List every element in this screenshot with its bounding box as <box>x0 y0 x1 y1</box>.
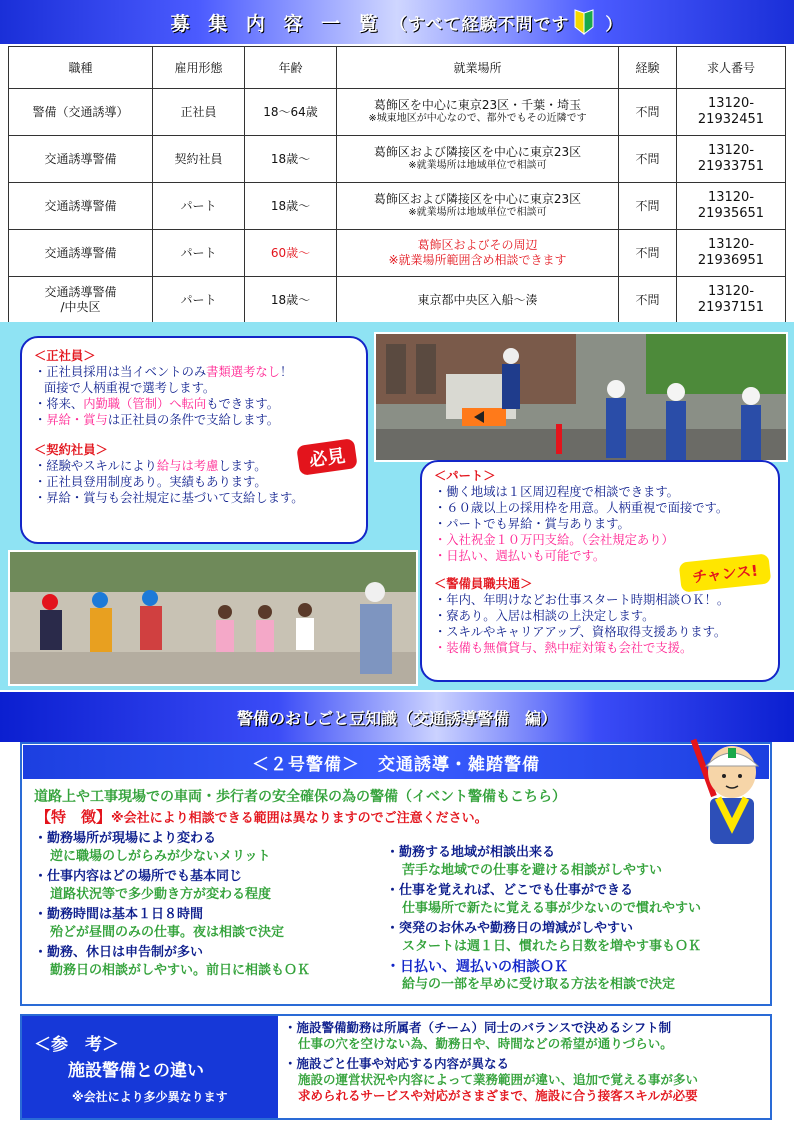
benefits-section <box>0 322 794 690</box>
col-type: 雇用形態 <box>153 47 245 89</box>
table-row <box>9 230 786 277</box>
reference-details <box>284 1020 698 1104</box>
contract-heading: ＜契約社員＞ <box>34 443 108 457</box>
cell-job: 交通誘導警備 /中央区 <box>9 277 153 324</box>
exercise-photo-image <box>10 552 418 686</box>
part-heading: ＜パート＞ <box>434 469 496 483</box>
guards-photo-image <box>376 334 788 462</box>
cell-exp: 不問 <box>619 277 677 324</box>
reference-b1: ・施設警備勤務は所属者（チーム）同士のバランスで決めるシフト制 <box>284 1020 672 1035</box>
trivia-feature: 【特 徴】※会社により相談できる範囲は異なりますのでご注意ください。 <box>36 808 488 826</box>
cell-job: 警備（交通誘導） <box>9 89 153 136</box>
col-age: 年齢 <box>245 47 337 89</box>
left-item-2-desc: 道路状況等で多少動き方が変わる程度 <box>50 887 272 902</box>
right-item-3-desc: スタートは週１日、慣れたら日数を増やす事もＯＫ <box>402 939 702 954</box>
trivia-title: 警備のおしごと豆知識（交通誘導警備 編） <box>236 708 557 728</box>
common-line-2: ・寮あり。入居は相談の上決定します。 <box>434 609 655 623</box>
reference-b2-desc-1: 施設の運営状況や内容によって業務範囲が違い、追加で覚える事が多い <box>298 1072 699 1087</box>
common-line-3: ・スキルやキャリアアップ、資格取得支援あります。 <box>434 625 727 639</box>
col-job: 職種 <box>9 47 153 89</box>
table-row <box>9 89 786 136</box>
cell-age: 60歳〜 <box>245 230 337 277</box>
cell-exp: 不問 <box>619 136 677 183</box>
part-line-4: ・入社祝金１０万円支給。（会社規定あり） <box>434 533 674 547</box>
left-item-2-title: ・仕事内容はどの場所でも基本同じ <box>34 869 243 884</box>
beginner-leaf-icon <box>573 9 595 35</box>
chance-stamp: チャンス! <box>679 553 772 592</box>
trivia-intro: 道路上や工事現場での車両・歩行者の安全確保の為の警備（イベント警備もこちら） <box>34 789 566 805</box>
table-row <box>9 277 786 324</box>
cell-age: 18歳〜 <box>245 183 337 230</box>
cell-number: 13120- 21933751 <box>677 136 786 183</box>
right-item-4-desc: 給与の一部を早めに受け取る方法を相談で決定 <box>402 977 676 992</box>
reference-label-panel <box>22 1016 278 1118</box>
header-banner <box>0 0 794 44</box>
contract-line-3: ・昇給・賞与も会社規定に基づいて支給します。 <box>34 491 304 505</box>
page-subtitle: （すべて経験不問です <box>389 14 570 35</box>
cell-job: 交通誘導警備 <box>9 230 153 277</box>
trivia-box <box>20 742 772 1006</box>
contract-line-2: ・正社員登用制度あり。実績もあります。 <box>34 475 267 489</box>
reference-box <box>20 1014 772 1120</box>
fulltime-contract-box <box>20 336 368 544</box>
common-line-4: ・装備も無償貸与、熱中症対策も会社で支援。 <box>434 641 693 655</box>
cell-number: 13120- 21937151 <box>677 277 786 324</box>
cell-age: 18〜64歳 <box>245 89 337 136</box>
cell-place: 東京都中央区入船〜湊 <box>337 277 619 324</box>
part-line-5: ・日払い、週払いも可能です。 <box>434 549 606 563</box>
part-line-2: ・６０歳以上の採用枠を用意。人柄重視で面接です。 <box>434 501 729 515</box>
trivia-heading-bar <box>23 745 769 779</box>
common-heading: ＜警備員職共通＞ <box>434 577 533 591</box>
table-header-row <box>9 47 786 89</box>
right-item-2-desc: 仕事場所で新たに覚える事が少ないので慣れやすい <box>402 901 702 916</box>
fulltime-line-2: 面接で人柄重視で選考します。 <box>44 381 216 395</box>
right-item-1-title: ・勤務する地域が相談出来る <box>386 845 556 860</box>
exercise-photo <box>8 550 418 686</box>
cell-age: 18歳〜 <box>245 277 337 324</box>
must-see-stamp: 必見 <box>294 436 360 478</box>
col-number: 求人番号 <box>677 47 786 89</box>
left-item-1-desc: 逆に職場のしがらみが少ないメリット <box>50 849 271 864</box>
table-row <box>9 136 786 183</box>
left-item-1-title: ・勤務場所が現場により変わる <box>34 831 217 846</box>
cell-number: 13120- 21935651 <box>677 183 786 230</box>
left-item-4-desc: 勤務日の相談がしやすい。前日に相談もＯＫ <box>50 963 311 978</box>
cell-job: 交通誘導警備 <box>9 136 153 183</box>
cell-type: 契約社員 <box>153 136 245 183</box>
left-item-3-title: ・勤務時間は基本１日８時間 <box>34 907 204 922</box>
cell-job: 交通誘導警備 <box>9 183 153 230</box>
reference-label: ＜参 考＞ <box>34 1035 119 1055</box>
cell-type: 正社員 <box>153 89 245 136</box>
fulltime-line-4: ・昇給・賞与は正社員の条件で支給します。 <box>34 413 279 427</box>
fulltime-heading: ＜正社員＞ <box>34 349 96 363</box>
job-table <box>8 46 786 324</box>
right-item-1-desc: 苦手な地域での仕事を避ける相談がしやすい <box>402 863 663 878</box>
cell-place: 葛飾区および隣接区を中心に東京23区 ※就業場所は地域単位で相談可 <box>337 183 619 230</box>
col-place: 就業場所 <box>337 47 619 89</box>
part-line-1: ・働く地域は１区周辺程度で相談できます。 <box>434 485 679 499</box>
part-line-3: ・パートでも昇給・賞与あります。 <box>434 517 630 531</box>
cell-type: パート <box>153 277 245 324</box>
contract-line-1: ・経験やスキルにより給与は考慮します。 <box>34 459 267 473</box>
fulltime-line-1: ・正社員採用は当イベントのみ書類選考なし！ <box>34 365 293 379</box>
cell-number: 13120- 21936951 <box>677 230 786 277</box>
left-item-3-desc: 殆どが昼間のみの仕事。夜は相談で決定 <box>50 925 285 940</box>
reference-b2: ・施設ごと仕事や対応する内容が異なる <box>284 1056 510 1071</box>
reference-b1-desc: 仕事の穴を空けない為、勤務日や、時間などの希望が通りづらい。 <box>298 1036 673 1051</box>
cell-type: パート <box>153 230 245 277</box>
cell-place: 葛飾区および隣接区を中心に東京23区 ※就業場所は地域単位で相談可 <box>337 136 619 183</box>
trivia-heading: ＜２号警備＞ 交通誘導・雑踏警備 <box>252 754 540 775</box>
cell-exp: 不問 <box>619 183 677 230</box>
guards-photo <box>374 332 788 462</box>
page-title: 募 集 内 容 一 覧 <box>170 12 384 35</box>
trivia-banner <box>0 692 794 742</box>
common-line-1: ・年内、年明けなどお仕事スタート時期相談ＯＫ！。 <box>434 593 730 607</box>
reference-b2-desc-2: 求められるサービスや対応がさまざまで、施設に合う接客スキルが必要 <box>298 1088 698 1103</box>
cell-age: 18歳〜 <box>245 136 337 183</box>
table-row <box>9 183 786 230</box>
cell-type: パート <box>153 183 245 230</box>
cell-place: 葛飾区を中心に東京23区・千葉・埼玉 ※城東地区が中心なので、都外でもその近隣です <box>337 89 619 136</box>
reference-title: 施設警備との違い <box>68 1061 204 1081</box>
cell-number: 13120- 21932451 <box>677 89 786 136</box>
guard-mascot-icon <box>680 736 772 846</box>
right-item-4-title: ・日払い、週払いの相談ＯＫ <box>386 959 568 975</box>
right-item-3-title: ・突発のお休みや勤務日の増減がしやすい <box>386 921 634 936</box>
reference-note: ※会社により多少異なります <box>72 1090 228 1104</box>
right-item-2-title: ・仕事を覚えれば、どこでも仕事ができる <box>386 883 634 898</box>
cell-exp: 不問 <box>619 89 677 136</box>
col-exp: 経験 <box>619 47 677 89</box>
cell-place: 葛飾区およびその周辺 ※就業場所範囲含め相談できます <box>337 230 619 277</box>
left-item-4-title: ・勤務、休日は申告制が多い <box>34 945 204 960</box>
cell-exp: 不問 <box>619 230 677 277</box>
page-subtitle-close: ） <box>605 14 624 35</box>
fulltime-line-3: ・将来、内勤職（管制）へ転向もできます。 <box>34 397 279 411</box>
